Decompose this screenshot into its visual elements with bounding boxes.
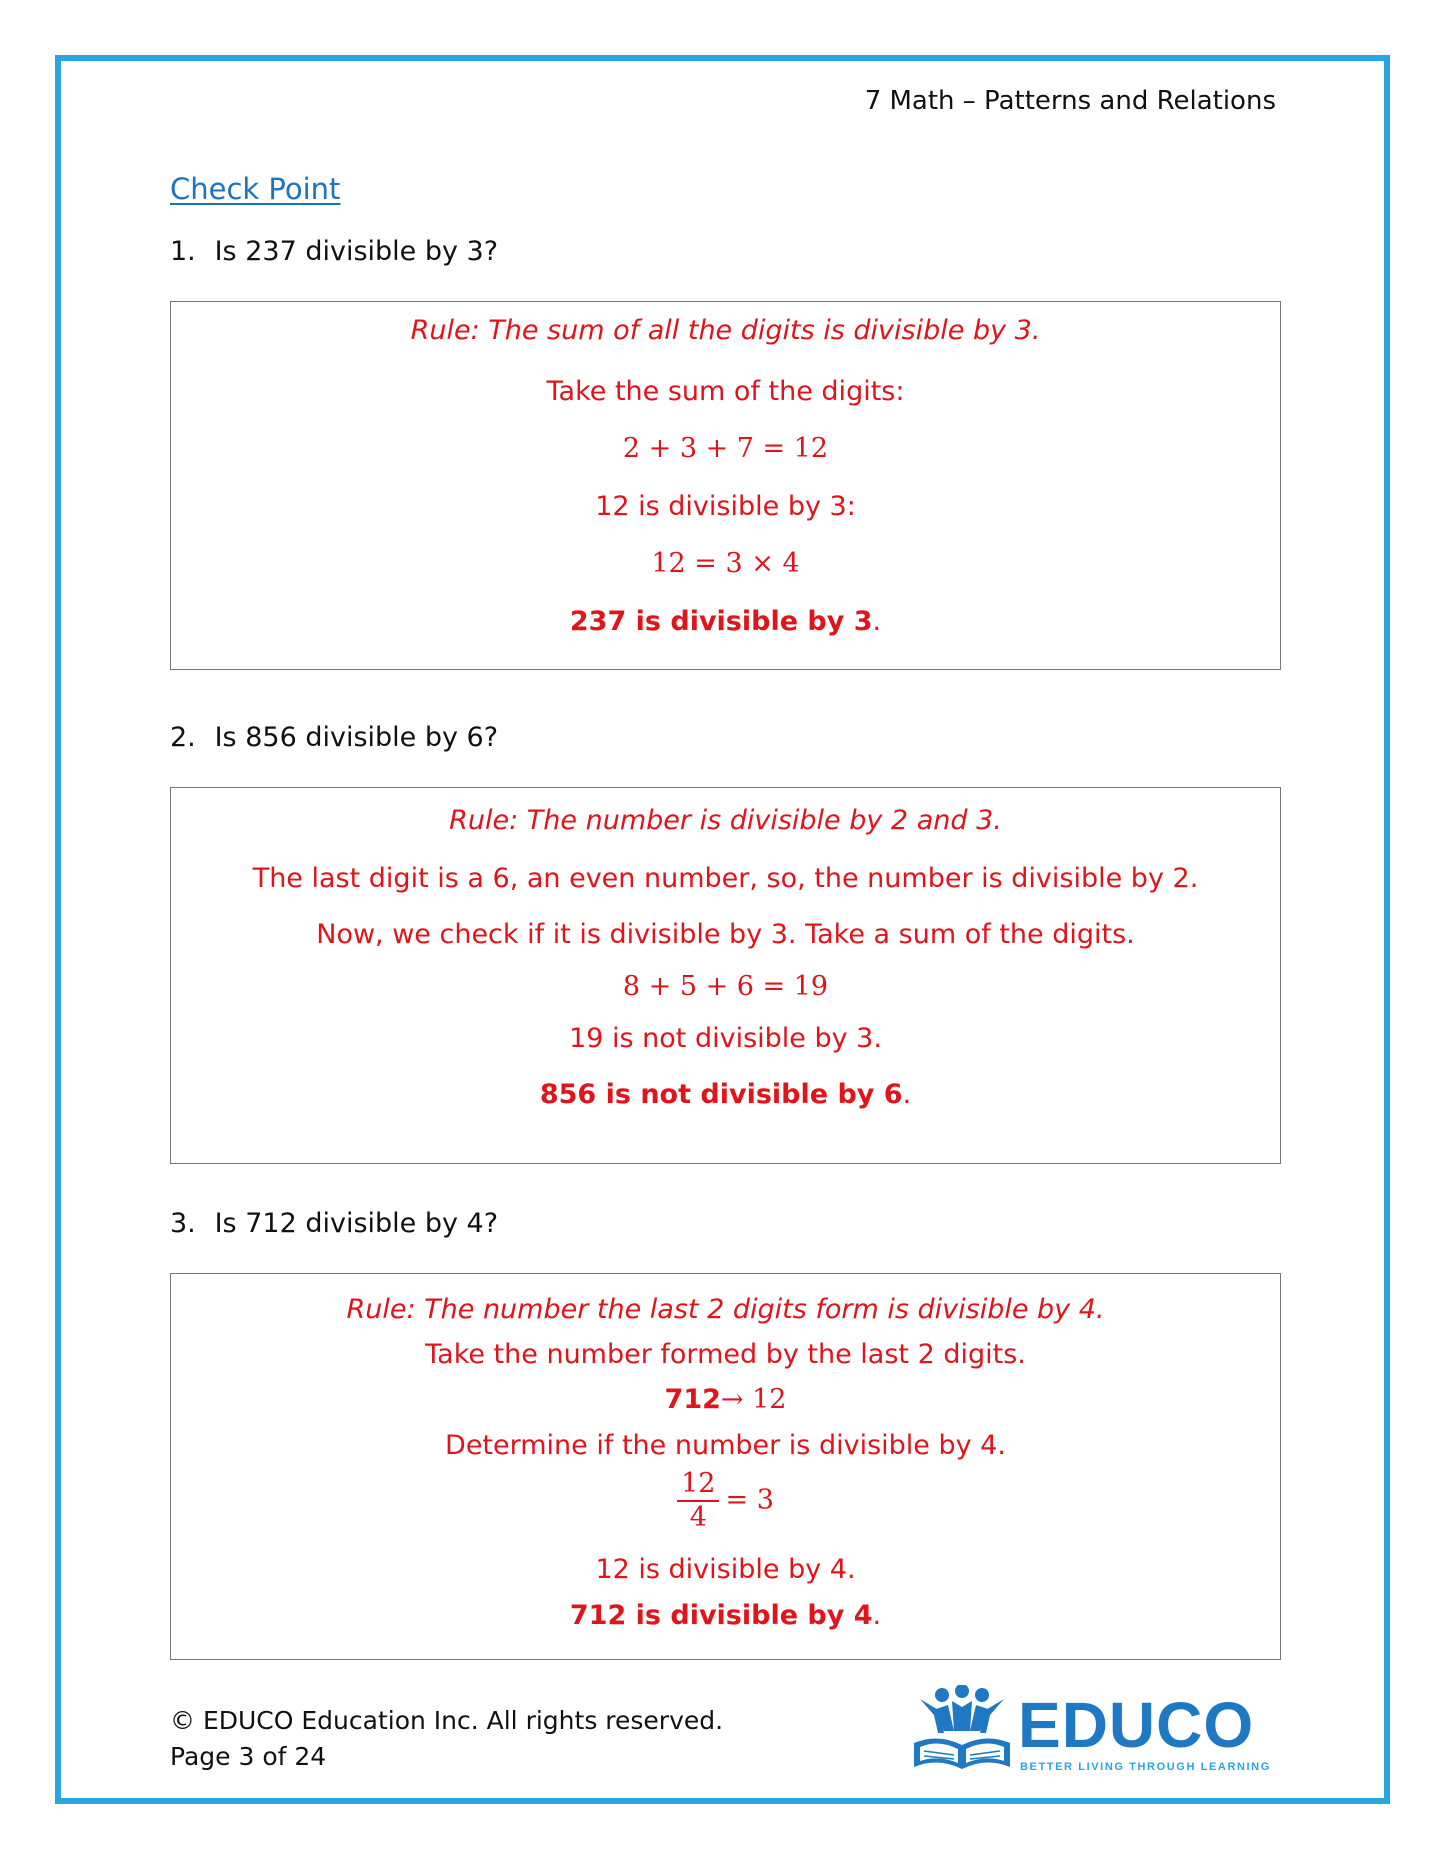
fraction: [677, 1468, 719, 1534]
rule-text: Rule: The number is divisible by 2 and 3.: [449, 805, 1002, 836]
question-number: 1.: [170, 236, 196, 267]
equation: [171, 1384, 1280, 1415]
question-2: [170, 722, 498, 753]
educo-logo: [900, 1685, 1271, 1780]
fraction-equation: [171, 1468, 1280, 1534]
equation: 12 = 3 × 4: [651, 548, 800, 579]
rule-text: Rule: The number the last 2 digits form is divisible by 4.: [346, 1294, 1105, 1325]
conclusion-bold: 237 is divisible by 3: [569, 606, 873, 637]
step-text: Take the number formed by the last 2 digits.: [425, 1339, 1026, 1370]
arrow-result: → 12: [720, 1384, 787, 1415]
step-text: Take the sum of the digits:: [546, 376, 905, 407]
conclusion: [171, 606, 1280, 637]
section-title: Check Point: [170, 172, 341, 206]
step-text: 12 is divisible by 3:: [595, 491, 856, 522]
equation: 8 + 5 + 6 = 19: [622, 971, 829, 1002]
question-text: Is 856 divisible by 6?: [214, 722, 499, 753]
question-number: 3.: [170, 1208, 196, 1239]
conclusion-end: .: [872, 606, 882, 637]
answer-box-1: [170, 301, 1281, 670]
copyright-text: © EDUCO Education Inc. All rights reserved.: [170, 1706, 724, 1735]
question-1: [170, 236, 498, 267]
conclusion: [171, 1600, 1280, 1631]
logo-wordmark: EDUCO: [1018, 1689, 1255, 1761]
rule-text: Rule: The sum of all the digits is divisible by 3.: [410, 315, 1041, 346]
step-text: 12 is divisible by 4.: [595, 1554, 856, 1585]
conclusion-end: .: [872, 1600, 882, 1631]
fraction-numerator: 12: [677, 1468, 719, 1502]
step-text: Determine if the number is divisible by 4.: [445, 1430, 1006, 1461]
question-number: 2.: [170, 722, 196, 753]
fraction-result: = 3: [725, 1484, 774, 1516]
step-text: The last digit is a 6, an even number, so, the number is divisible by 2.: [252, 863, 1199, 894]
conclusion: [171, 1079, 1280, 1110]
number-bold: 712: [664, 1384, 721, 1415]
logo-tagline: BETTER LIVING THROUGH LEARNING: [1020, 1761, 1271, 1773]
fraction-denominator: 4: [689, 1502, 707, 1533]
step-text: 19 is not divisible by 3.: [569, 1023, 882, 1054]
conclusion-end: .: [902, 1079, 912, 1110]
question-text: Is 237 divisible by 3?: [214, 236, 499, 267]
logo-people-book-icon: [900, 1685, 1015, 1780]
step-text: Now, we check if it is divisible by 3. Take a sum of the digits.: [316, 919, 1135, 950]
conclusion-bold: 856 is not divisible by 6: [539, 1079, 903, 1110]
page-header: 7 Math – Patterns and Relations: [864, 86, 1276, 116]
answer-box-3: [170, 1273, 1281, 1660]
equation: 2 + 3 + 7 = 12: [622, 433, 829, 464]
answer-box-2: [170, 787, 1281, 1164]
question-text: Is 712 divisible by 4?: [214, 1208, 499, 1239]
page-number: Page 3 of 24: [170, 1742, 327, 1771]
conclusion-bold: 712 is divisible by 4: [569, 1600, 873, 1631]
question-3: [170, 1208, 498, 1239]
